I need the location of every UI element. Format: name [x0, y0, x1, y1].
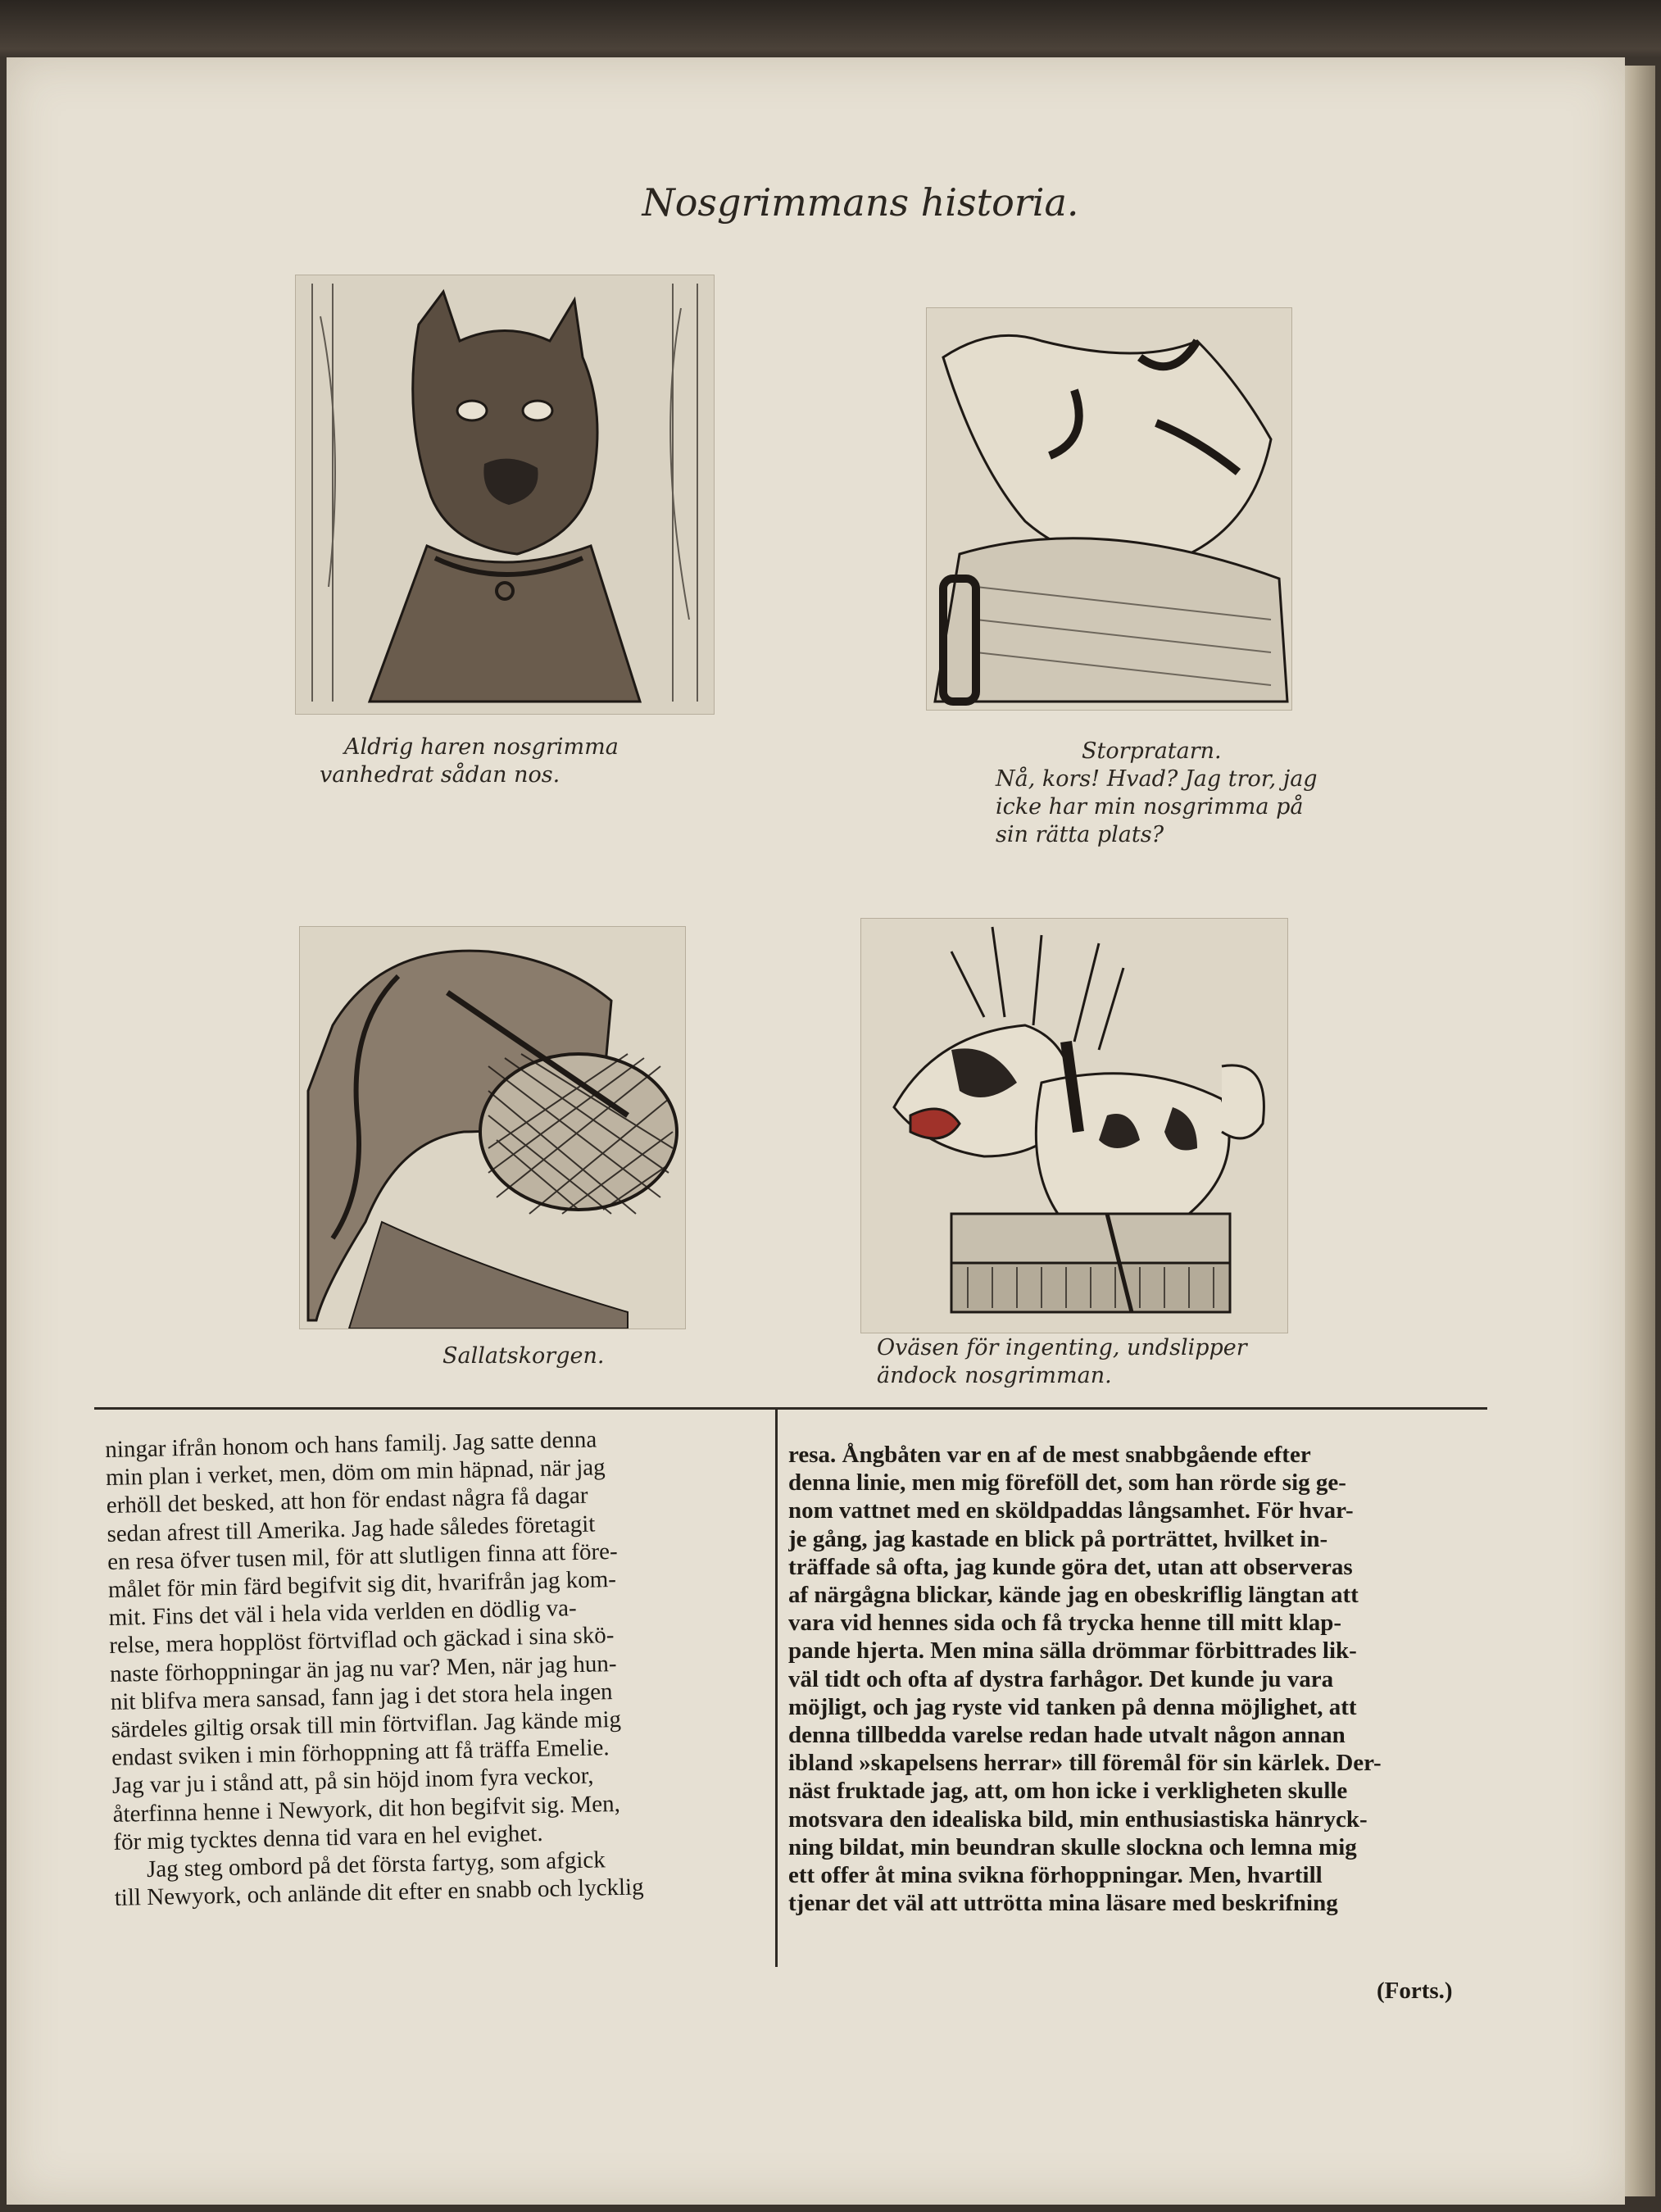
dog-muzzle-illustration — [295, 275, 715, 715]
dog-harness-icon — [927, 308, 1291, 710]
right-line-13: näst fruktade jag, att, om hon icke i verkligheten skulle — [788, 1778, 1348, 1805]
caption-1-line-2: vanhedrat sådan nos. — [320, 762, 560, 788]
left-line-6: målet för min färd begifvit sig dit, hvarifrån jag kom- — [107, 1565, 617, 1603]
dog-basket-muzzle-illustration — [299, 926, 686, 1329]
left-line-15: för mig tycktes denna tid vara en hel evighet. — [113, 1819, 543, 1855]
right-line-1: resa. Ångbåten var en af de mest snabbgående efter — [788, 1442, 1311, 1468]
caption-3 — [442, 1342, 604, 1370]
left-line-16: Jag steg ombord på det första fartyg, som afgick — [146, 1846, 606, 1883]
dog-basket-muzzle-icon — [300, 927, 685, 1329]
page-title: Nosgrimmans historia. — [642, 180, 1079, 225]
right-line-8: pande hjerta. Men mina sälla drömmar förbittrades lik- — [788, 1637, 1357, 1665]
left-line-14: återfinna henne i Newyork, dit hon begifvit sig. Men, — [112, 1790, 621, 1828]
left-line-4: sedan afrest till Amerika. Jag hade således företagit — [107, 1510, 596, 1547]
barking-dog-icon — [861, 919, 1287, 1333]
right-line-10: möjligt, och jag ryste vid tanken på denna möjlighet, att — [788, 1693, 1357, 1720]
right-line-4: je gång, jag kastade en blick på porträttet, hvilket in- — [788, 1525, 1328, 1552]
left-line-2: min plan i verket, men, döm om min häpnad, när jag — [105, 1454, 606, 1492]
right-line-7: vara vid hennes sida och få trycka henne till mitt klap- — [788, 1610, 1342, 1637]
caption-1-line-1: Aldrig haren nosgrimma — [344, 734, 619, 760]
dog-harness-illustration — [926, 307, 1292, 711]
left-line-11: särdeles giltig orsak till min förtviflan. Jag kände mig — [111, 1706, 622, 1743]
text-column-right — [788, 1441, 1477, 1917]
caption-2-line-2: Nå, kors! Hvad? Jag tror, jag — [996, 766, 1318, 792]
left-line-10: nit blifva mera sansad, fann jag i det stora hela ingen — [110, 1678, 613, 1715]
caption-2-line-3: icke har min nosgrimma på — [996, 794, 1304, 820]
left-line-7: mit. Fins det väl i hela vida verlden en dödlig va- — [108, 1595, 577, 1632]
left-line-3: erhöll det besked, att hon för endast några få dagar — [106, 1483, 588, 1519]
left-line-9: naste förhoppningar än jag nu var? Men, när jag hun- — [109, 1650, 617, 1687]
right-line-3: nom vattnet med en sköldpaddas långsamhet. För hvar- — [788, 1497, 1354, 1524]
caption-1 — [320, 734, 619, 789]
column-top-rule — [94, 1407, 1487, 1410]
right-line-11: denna tillbedda varelse redan hade utvalt någon annan — [788, 1722, 1346, 1749]
left-line-1: ningar ifrån honom och hans familj. Jag satte denna — [105, 1426, 597, 1463]
right-line-2: denna linie, men mig föreföll det, som han rörde sig ge- — [788, 1469, 1346, 1497]
caption-2 — [996, 738, 1318, 849]
barking-dog-illustration — [860, 918, 1288, 1333]
right-line-14: motsvara den idealiska bild, min enthusiastiska hänryck- — [788, 1805, 1368, 1833]
right-line-6: af närgågna blickar, kände jag en obeskriflig längtan att — [788, 1582, 1359, 1609]
right-line-17: tjenar det väl att uttrötta mina läsare med beskrifning — [788, 1890, 1338, 1917]
dog-muzzle-icon — [296, 275, 714, 714]
right-line-15: ning bildat, min beundran skulle slockna och lemna mig — [788, 1833, 1357, 1860]
caption-2-line-1: Storpratarn. — [1082, 738, 1222, 764]
continued-marker: (Forts.) — [1377, 1978, 1453, 2004]
left-line-12: endast sviken i min förhoppning att få träffa Emelie. — [111, 1734, 610, 1772]
left-line-8: relse, mera hopplöst förtviflad och gäckad i sina skö- — [109, 1622, 615, 1660]
caption-3-line-1: Sallatskorgen. — [442, 1343, 605, 1369]
caption-2-line-4: sin rätta plats? — [996, 822, 1164, 847]
right-line-16: ett offer åt mina svikna förhoppningar. Men, hvartill — [788, 1862, 1323, 1889]
right-line-12: ibland »skapelsens herrar» till föremål för sin kärlek. Der- — [788, 1750, 1382, 1777]
caption-4-line-2: ändock nosgrimman. — [877, 1363, 1112, 1388]
caption-4-line-1: Oväsen för ingenting, undslipper — [877, 1335, 1247, 1360]
right-line-5: träffade så ofta, jag kunde göra det, utan att observeras — [788, 1553, 1353, 1580]
left-line-17: till Newyork, och anlände dit efter en snabb och lycklig — [114, 1874, 644, 1912]
right-line-9: väl tidt och ofta af dystra farhågor. Det kunde ju vara — [788, 1665, 1334, 1692]
caption-4 — [877, 1334, 1247, 1390]
left-line-5: en resa öfver tusen mil, för att slutligen finna att före- — [107, 1537, 618, 1575]
left-line-13: Jag var ju i stånd att, på sin höjd inom fyra veckor, — [111, 1763, 594, 1800]
text-column-left — [105, 1422, 778, 1912]
